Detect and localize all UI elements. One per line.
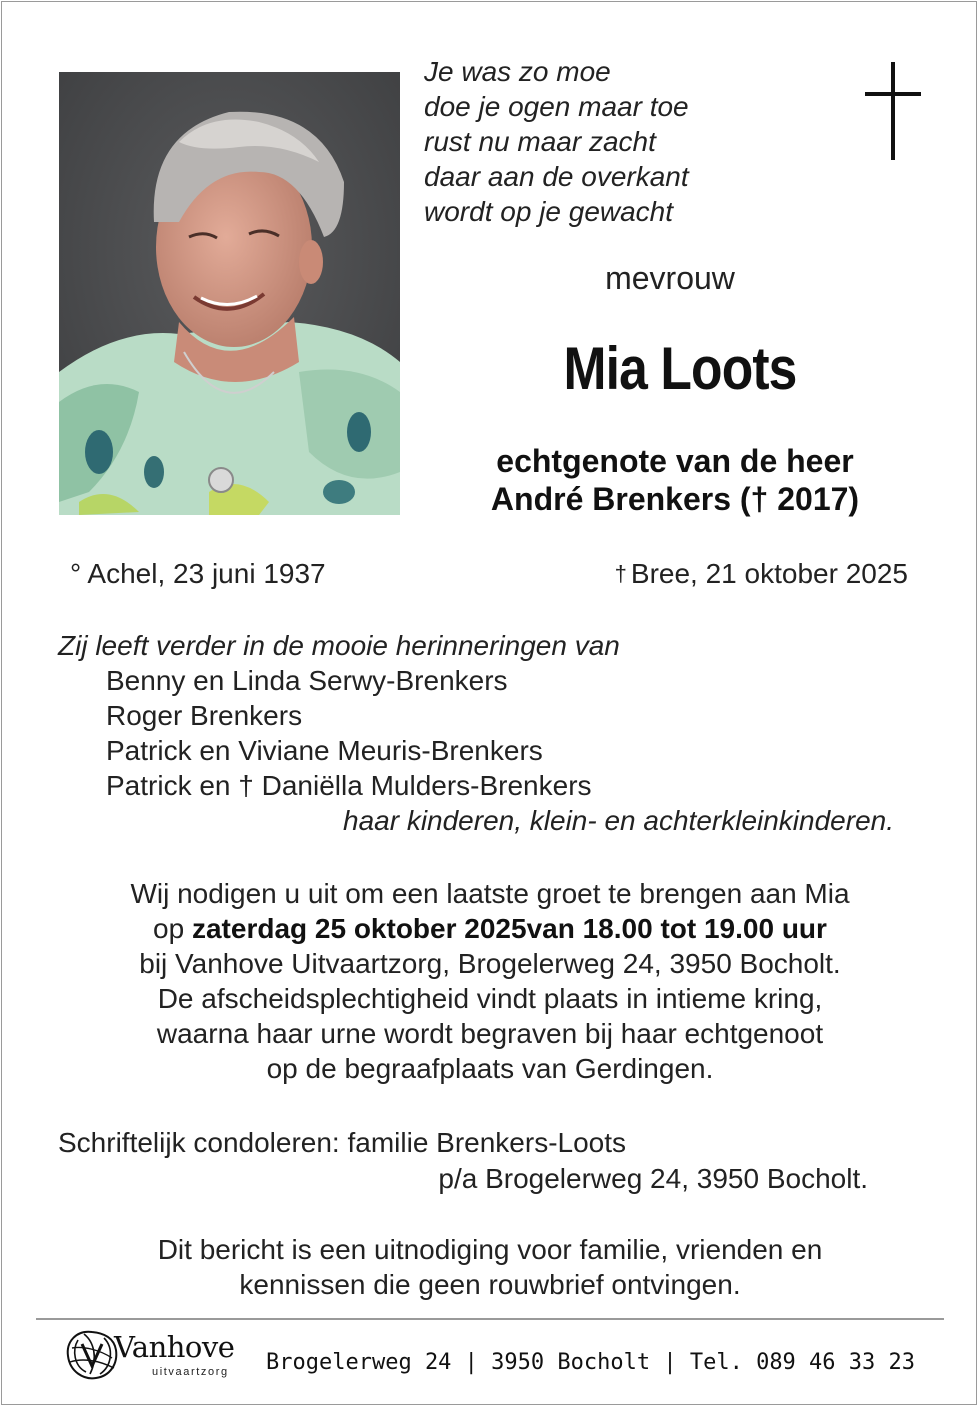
- condolence-info: [58, 1125, 868, 1197]
- poem-line: rust nu maar zacht: [424, 126, 656, 157]
- death-date: [615, 558, 908, 590]
- notice-line: Dit bericht is een uitnodiging voor familie, vrienden en: [157, 1234, 823, 1265]
- funeral-home-logo: [64, 1328, 254, 1384]
- invitation-line: bij Vanhove Uitvaartzorg, Brogelerweg 24, 3950 Bocholt.: [139, 948, 841, 979]
- poem-line: Je was zo moe: [424, 56, 611, 87]
- poem-line: wordt op je gewacht: [424, 196, 674, 227]
- cross-icon: [862, 62, 924, 160]
- invitation-line: op de begraafplaats van Gerdingen.: [266, 1053, 714, 1084]
- honorific: mevrouw: [605, 260, 735, 296]
- notice-line: kennissen die geen rouwbrief ontvingen.: [239, 1269, 741, 1300]
- family-intro: Zij leeft verder in de mooie herinneringen van: [58, 630, 620, 661]
- family-member: Roger Brenkers: [106, 700, 303, 731]
- family-member: Benny en Linda Serwy-Brenkers: [106, 665, 508, 696]
- invitation-line: waarna haar urne wordt begraven bij haar echtgenoot: [156, 1018, 824, 1049]
- notice: [40, 1232, 940, 1302]
- logo-mark-icon: [64, 1328, 120, 1382]
- spouse-line: echtgenote van de heer: [496, 443, 854, 479]
- death-date-text: Bree, 21 oktober 2025: [630, 558, 908, 589]
- spouse-info: [430, 442, 920, 518]
- dagger-icon: †: [614, 561, 627, 586]
- deceased-name: Mia Loots: [563, 335, 797, 402]
- invitation-date-prefix: op: [153, 913, 192, 944]
- poem-line: doe je ogen maar toe: [424, 91, 689, 122]
- family-member: Patrick en Viviane Meuris-Brenkers: [106, 735, 543, 766]
- invitation-line: Wij nodigen u uit om een laatste groet te brengen aan Mia: [130, 878, 850, 909]
- condolence-line: Schriftelijk condoleren: familie Brenkers-Loots: [58, 1127, 627, 1158]
- family-closing: haar kinderen, klein- en achterkleinkinderen.: [343, 805, 894, 836]
- poem: [424, 54, 689, 229]
- logo-subtitle: uitvaartzorg: [152, 1366, 229, 1378]
- family-section: [58, 628, 918, 838]
- poem-line: daar aan de overkant: [424, 161, 689, 192]
- invitation-date-line: [40, 911, 940, 946]
- logo-brand: Vanhove: [114, 1330, 235, 1364]
- portrait-photo: [59, 72, 400, 515]
- footer-contact: Brogelerweg 24 | 3950 Bocholt | Tel. 089 46 33 23: [266, 1350, 916, 1375]
- invitation-line: De afscheidsplechtigheid vindt plaats in intieme kring,: [157, 983, 823, 1014]
- invitation: [40, 876, 940, 1086]
- spouse-name: André Brenkers († 2017): [490, 481, 860, 517]
- divider: [36, 1318, 944, 1320]
- birth-date: ° Achel, 23 juni 1937: [70, 558, 326, 589]
- invitation-date: zaterdag 25 oktober 2025van 18.00 tot 19.00 uur: [191, 913, 827, 944]
- condolence-address: p/a Brogelerweg 24, 3950 Bocholt.: [438, 1163, 868, 1194]
- family-member: Patrick en † Daniëlla Mulders-Brenkers: [106, 770, 592, 801]
